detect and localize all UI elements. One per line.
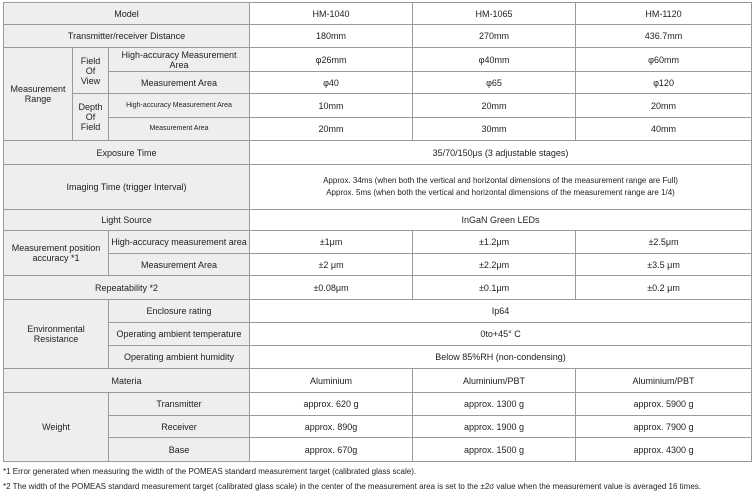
row-fov-area (4, 72, 752, 94)
distance-value: 270mm (413, 25, 576, 48)
weight-label: Weight (4, 393, 109, 462)
light-source-value: InGaN Green LEDs (250, 210, 752, 231)
field-of-view-label: Field Of View (73, 48, 109, 94)
material-label: Materia (4, 369, 250, 393)
row-weight-transmitter (4, 393, 752, 416)
temperature-value: 0to+45° C (250, 323, 752, 346)
row-distance (4, 25, 752, 48)
distance-label: Transmitter/receiver Distance (4, 25, 250, 48)
fov-high-accuracy-value: φ26mm (250, 48, 413, 72)
dof-area-label: Measurement Area (109, 118, 250, 141)
footnote-2: *2 The width of the POMEAS standard measurement target (calibrated glass scale) in the center of the measurement area is set to the ±2σ value when the measurement value is averaged 16 times. (3, 482, 701, 491)
row-repeatability (4, 276, 752, 300)
measurement-range-label: Measurement Range (4, 48, 73, 141)
temperature-label: Operating ambient temperature (109, 323, 250, 346)
fov-area-label: Measurement Area (109, 72, 250, 94)
accuracy-area-value: ±2 μm (250, 254, 413, 276)
dof-high-accuracy-value: 10mm (250, 94, 413, 118)
accuracy-area-label: Measurement Area (109, 254, 250, 276)
humidity-label: Operating ambient humidity (109, 346, 250, 369)
material-value: Aluminium/PBT (413, 369, 576, 393)
repeatability-value: ±0.1μm (413, 276, 576, 300)
enclosure-value: Ip64 (250, 300, 752, 323)
weight-base-value: approx. 670g (250, 438, 413, 462)
dof-area-value: 20mm (250, 118, 413, 141)
humidity-value: Below 85%RH (non-condensing) (250, 346, 752, 369)
depth-of-field-label: Depth Of Field (73, 94, 109, 141)
weight-base-value: approx. 4300 g (576, 438, 752, 462)
material-value: Aluminium (250, 369, 413, 393)
distance-value: 180mm (250, 25, 413, 48)
accuracy-high-value: ±1μm (250, 231, 413, 254)
dof-high-accuracy-value: 20mm (576, 94, 752, 118)
fov-high-accuracy-value: φ40mm (413, 48, 576, 72)
material-value: Aluminium/PBT (576, 369, 752, 393)
weight-transmitter-value: approx. 620 g (250, 393, 413, 416)
weight-base-value: approx. 1500 g (413, 438, 576, 462)
model-value: HM-1040 (250, 3, 413, 25)
row-exposure (4, 141, 752, 165)
weight-base-label: Base (109, 438, 250, 462)
distance-value: 436.7mm (576, 25, 752, 48)
imaging-time-line-2: Approx. 5ms (when both the vertical and horizontal dimensions of the measurement range are 1/4) (326, 188, 675, 197)
dof-high-accuracy-value: 20mm (413, 94, 576, 118)
row-weight-receiver (4, 416, 752, 438)
accuracy-area-value: ±3.5 μm (576, 254, 752, 276)
row-humidity (4, 346, 752, 369)
accuracy-high-value: ±2.5μm (576, 231, 752, 254)
dof-area-value: 30mm (413, 118, 576, 141)
row-accuracy-area (4, 254, 752, 276)
dof-high-accuracy-label: High-accuracy Measurement Area (109, 94, 250, 118)
dof-area-value: 40mm (576, 118, 752, 141)
environmental-label: Environmental Resistance (4, 300, 109, 369)
footnote-1: *1 Error generated when measuring the width of the POMEAS standard measurement target (calibrated glass scale). (3, 467, 417, 476)
row-fov-high-accuracy (4, 48, 752, 72)
row-dof-high-accuracy (4, 94, 752, 118)
footnotes (3, 464, 753, 494)
exposure-value: 35/70/150μs (3 adjustable stages) (250, 141, 752, 165)
row-material (4, 369, 752, 393)
accuracy-high-value: ±1.2μm (413, 231, 576, 254)
weight-receiver-value: approx. 1900 g (413, 416, 576, 438)
row-imaging-time (4, 165, 752, 210)
imaging-time-line-1: Approx. 34ms (when both the vertical and horizontal dimensions of the measurement range are Full) (323, 176, 678, 185)
weight-transmitter-value: approx. 1300 g (413, 393, 576, 416)
imaging-time-label: Imaging Time (trigger Interval) (4, 165, 250, 210)
enclosure-label: Enclosure rating (109, 300, 250, 323)
imaging-time-value (250, 165, 752, 210)
spec-table (3, 2, 752, 462)
row-accuracy-high (4, 231, 752, 254)
row-dof-area (4, 118, 752, 141)
position-accuracy-label: Measurement position accuracy *1 (4, 231, 109, 276)
exposure-label: Exposure Time (4, 141, 250, 165)
row-light-source (4, 210, 752, 231)
fov-area-value: φ40 (250, 72, 413, 94)
model-value: HM-1065 (413, 3, 576, 25)
row-enclosure (4, 300, 752, 323)
weight-receiver-value: approx. 890g (250, 416, 413, 438)
repeatability-label: Repeatability *2 (4, 276, 250, 300)
light-source-label: Light Source (4, 210, 250, 231)
fov-high-accuracy-value: φ60mm (576, 48, 752, 72)
weight-transmitter-label: Transmitter (109, 393, 250, 416)
weight-receiver-value: approx. 7900 g (576, 416, 752, 438)
model-value: HM-1120 (576, 3, 752, 25)
weight-transmitter-value: approx. 5900 g (576, 393, 752, 416)
accuracy-area-value: ±2.2μm (413, 254, 576, 276)
repeatability-value: ±0.08μm (250, 276, 413, 300)
row-model (4, 3, 752, 25)
fov-high-accuracy-label: High-accuracy Measurement Area (109, 48, 250, 72)
repeatability-value: ±0.2 μm (576, 276, 752, 300)
weight-receiver-label: Receiver (109, 416, 250, 438)
accuracy-high-label: High-accuracy measurement area (109, 231, 250, 254)
model-label: Model (4, 3, 250, 25)
fov-area-value: φ120 (576, 72, 752, 94)
row-temperature (4, 323, 752, 346)
fov-area-value: φ65 (413, 72, 576, 94)
row-weight-base (4, 438, 752, 462)
